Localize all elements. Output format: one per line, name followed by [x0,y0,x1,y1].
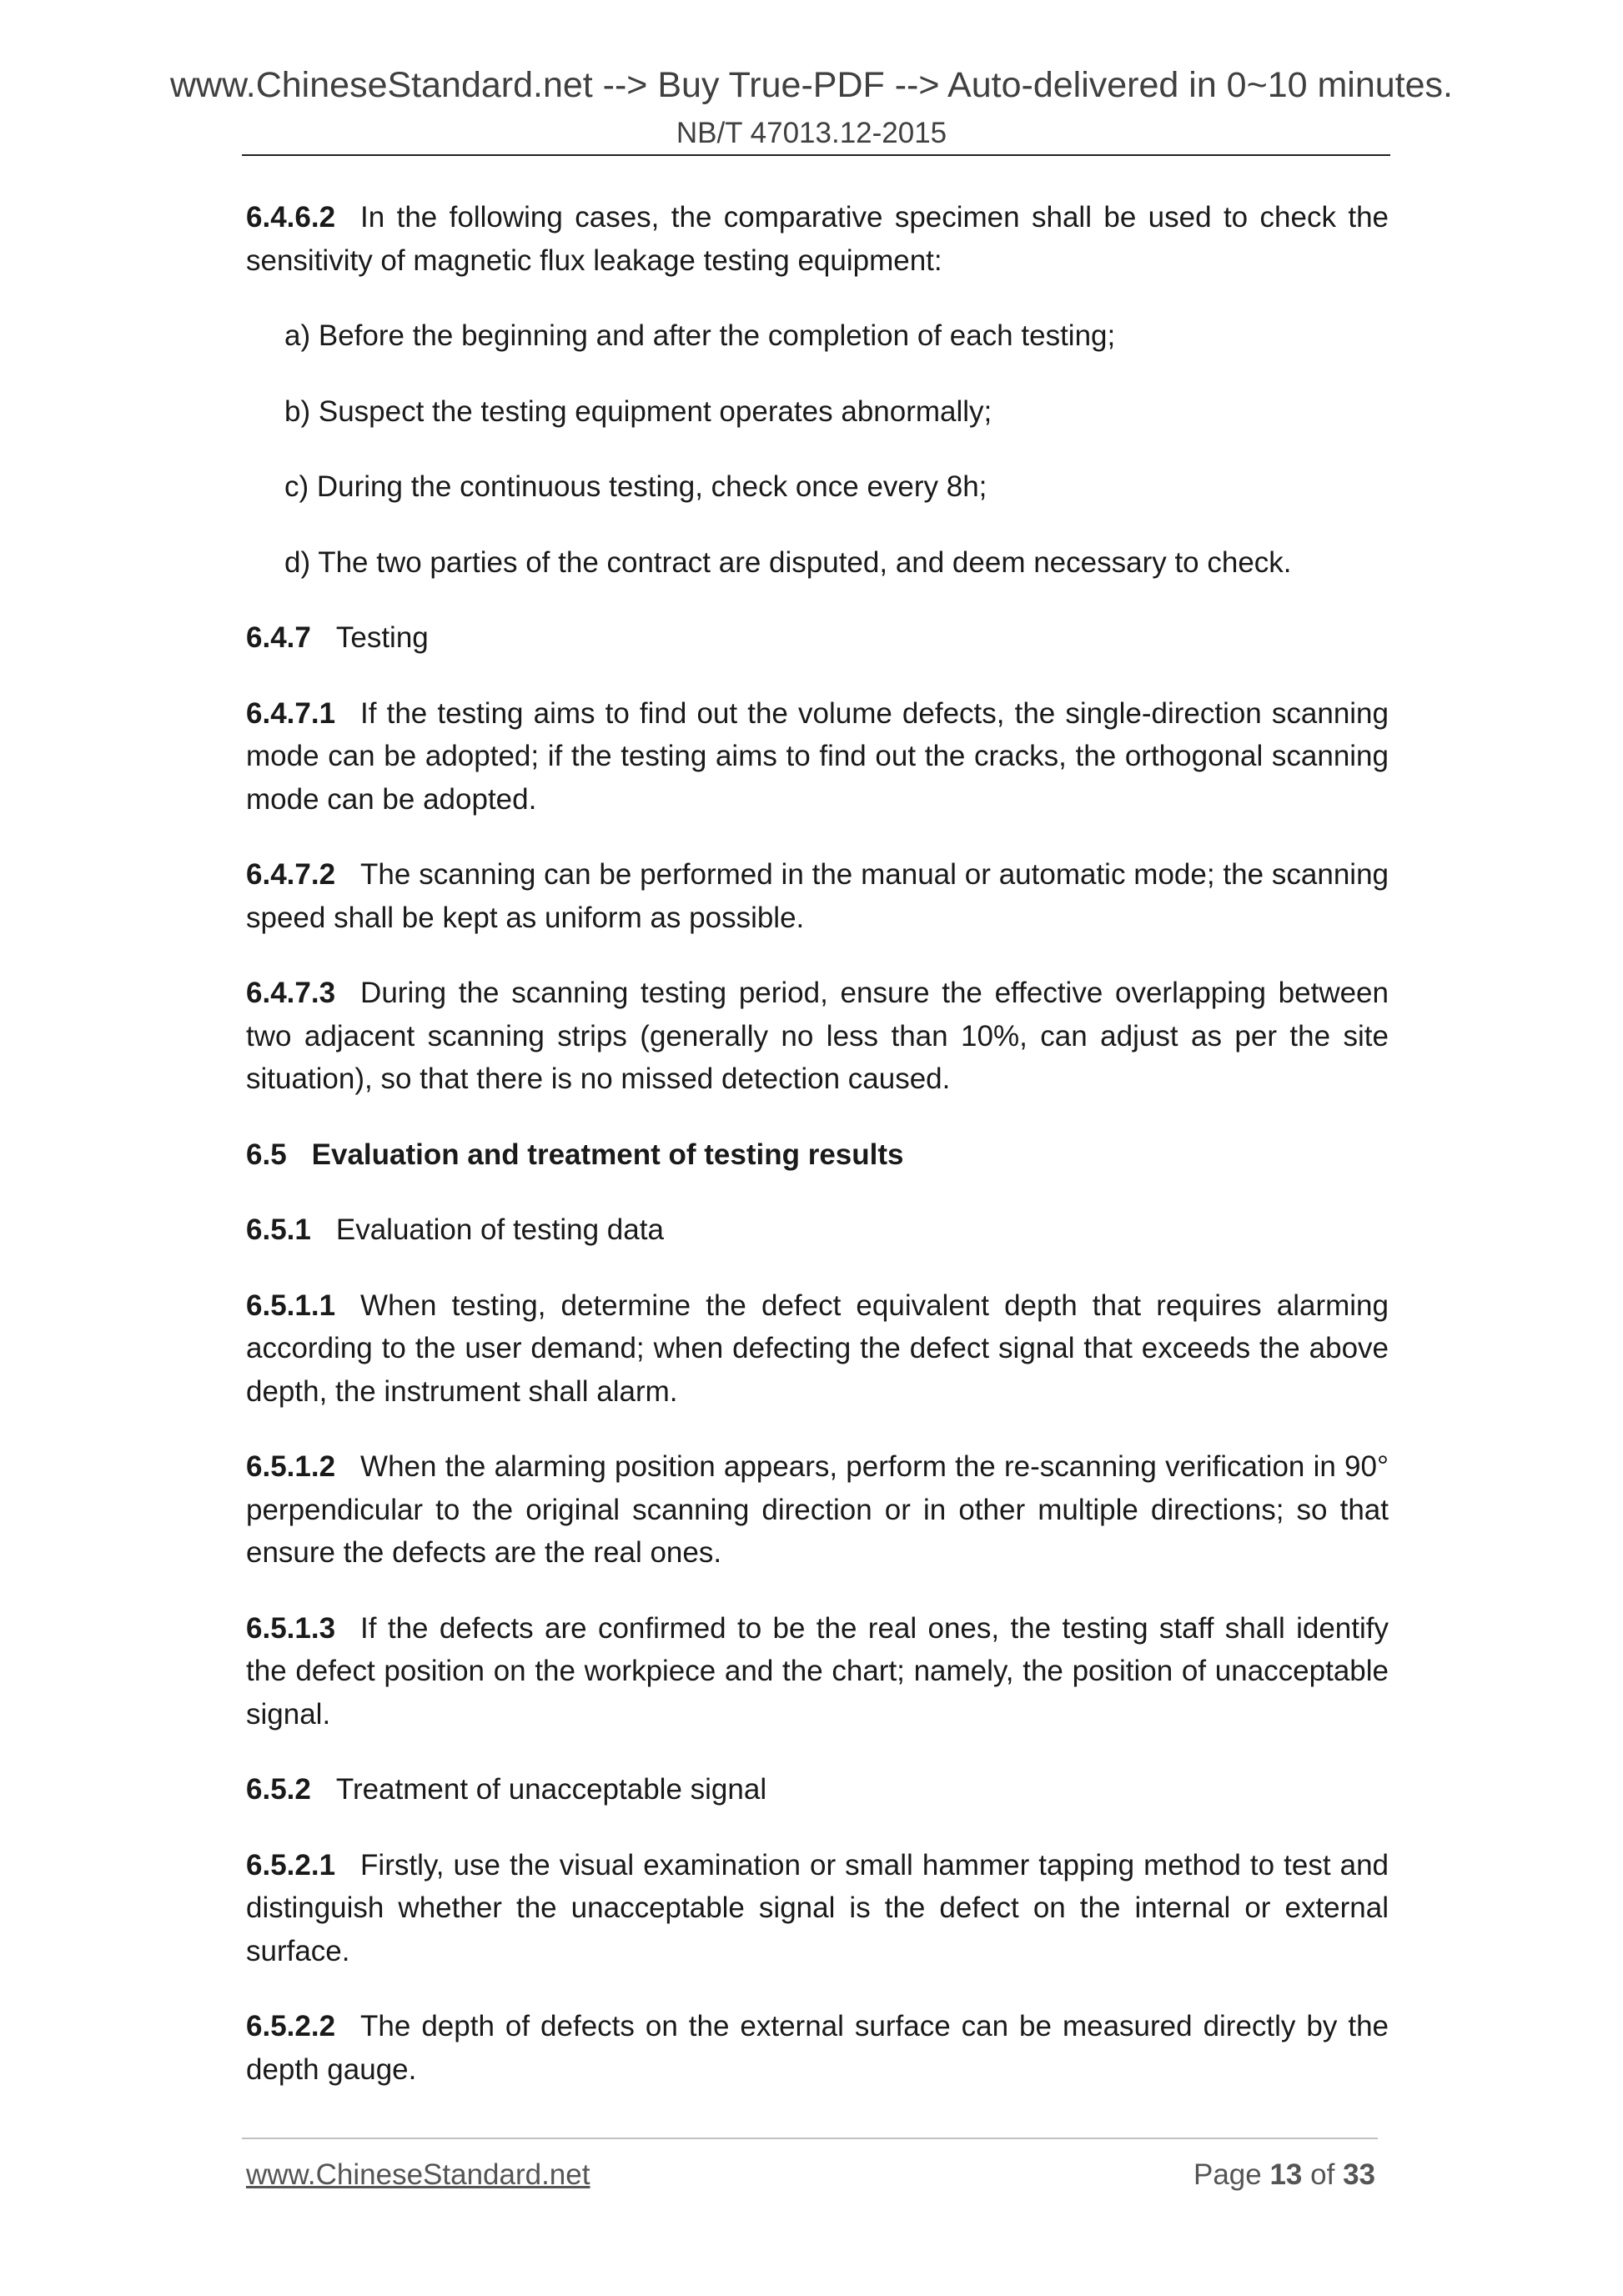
header-divider [242,154,1390,156]
clause-number: 6.5.2.1 [246,1848,336,1882]
clause-text: During the scanning testing period, ensure the effective overlapping between two adjacent scanning strips (generally no less than 10%, can adjust as per the site situation), so that there is no missed detection caused. [246,977,1389,1095]
clause-6-4-7-3 [246,972,1389,1101]
section-title: Testing [335,621,429,654]
clause-text: If the defects are confirmed to be the real ones, the testing staff shall identify the defect position on the workpiece and the chart; namely, the position of unacceptable signal. [246,1611,1389,1731]
clause-text: Firstly, use the visual examination or small hammer tapping method to test and distinguish whether the unacceptable signal is the defect on the internal or external surface. [246,1848,1389,1967]
footer-divider [242,2138,1378,2139]
footer-site-link[interactable]: www.ChineseStandard.net [246,2158,590,2191]
clause-6-5-2-2 [246,2005,1389,2091]
section-6-5-2-heading [246,1768,1389,1811]
clause-text: The depth of defects on the external surface can be measured directly by the depth gauge. [246,2010,1389,2086]
list-item-c: c) During the continuous testing, check once every 8h; [284,470,987,503]
section-title: Evaluation of testing data [335,1213,664,1246]
page-current: 13 [1269,2158,1303,2191]
section-number: 6.5.2 [246,1773,311,1806]
clause-number: 6.5.1.2 [246,1450,336,1483]
section-6-4-7-heading [246,616,1389,660]
document-body [246,196,1389,2123]
list-item-d: d) The two parties of the contract are disputed, and deem necessary to check. [284,545,1292,579]
section-number: 6.5.1 [246,1213,311,1246]
section-number: 6.4.7 [246,621,311,654]
clause-text: In the following cases, the comparative specimen shall be used to check the sensitivity of magnetic flux leakage testing equipment: [246,201,1389,277]
list-item-a: a) Before the beginning and after the completion of each testing; [284,319,1116,352]
section-6-5-1-heading [246,1208,1389,1252]
site-banner: www.ChineseStandard.net --> Buy True-PDF --> Auto-delivered in 0~10 minutes. [169,65,1453,105]
clause-6-4-6-2 [246,196,1389,282]
clause-number: 6.4.6.2 [246,201,336,234]
section-title: Evaluation and treatment of testing results [311,1138,904,1171]
page-of: of [1310,2158,1335,2191]
page-indicator [1193,2158,1375,2192]
clause-6-4-7-2 [246,853,1389,939]
page-total: 33 [1343,2158,1375,2191]
clause-text: When testing, determine the defect equivalent depth that requires alarming according to the user demand; when defecting the defect signal that exceeds the above depth, the instrument shall alarm. [246,1289,1389,1408]
clause-text: If the testing aims to find out the volume defects, the single-direction scanning mode can be adopted; if the testing aims to find out the cracks, the orthogonal scanning mode can be adopted. [246,696,1389,816]
clause-6-5-1-1 [246,1284,1389,1414]
clause-number: 6.5.1.1 [246,1289,336,1322]
document-number: NB/T 47013.12-2015 [676,117,947,149]
clause-number: 6.4.7.3 [246,977,336,1009]
section-number: 6.5 [246,1138,287,1171]
section-6-5-heading [246,1133,1389,1177]
clause-number: 6.5.2.2 [246,2010,336,2042]
clause-6-5-2-1 [246,1844,1389,1973]
page-prefix: Page [1193,2158,1262,2191]
section-title: Treatment of unacceptable signal [335,1773,767,1806]
clause-6-5-1-2 [246,1445,1389,1575]
list-item-b: b) Suspect the testing equipment operates abnormally; [284,394,992,428]
clause-number: 6.4.7.2 [246,858,336,891]
clause-number: 6.5.1.3 [246,1611,336,1645]
clause-6-5-1-3 [246,1607,1389,1736]
clause-6-4-7-1 [246,692,1389,821]
clause-text: When the alarming position appears, perform the re-scanning verification in 90° perpendicular to the original scanning direction or in other multiple directions; so that ensure the defects are the real ones. [246,1450,1389,1569]
clause-number: 6.4.7.1 [246,696,336,730]
clause-text: The scanning can be performed in the manual or automatic mode; the scanning speed shall be kept as uniform as possible. [246,858,1389,934]
